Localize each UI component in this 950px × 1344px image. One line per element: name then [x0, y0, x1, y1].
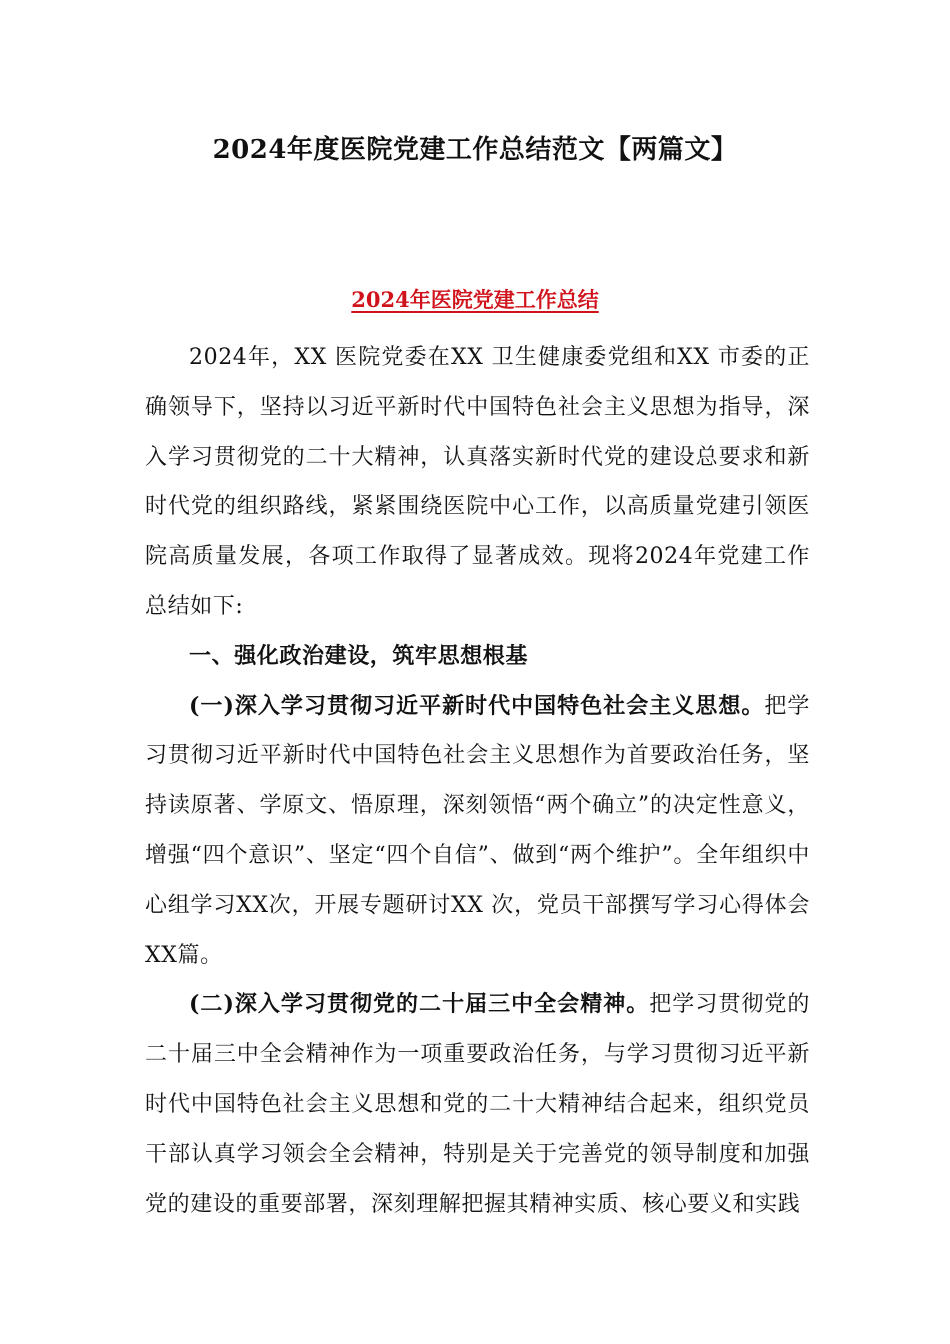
item-paragraph-2	[145, 980, 810, 1229]
document-body	[145, 333, 810, 1229]
item-lead-2: (二)深入学习贯彻党的二十届三中全会精神。	[189, 991, 650, 1018]
item-lead-1: (一)深入学习贯彻习近平新时代中国特色社会主义思想。	[189, 692, 765, 719]
item-body-1: 把学习贯彻习近平新时代中国特色社会主义思想作为首要政治任务，坚持读原著、学原文、悟原理，深刻领悟“两个确立”的决定性意义，增强“四个意识”、坚定“四个自信”、做到“两个维护”。全年组织中心组学习XX次，开展专题研讨XX 次，党员干部撰写学习心得体会XX篇。	[145, 693, 810, 968]
item-body-2: 把学习贯彻党的二十届三中全会精神作为一项重要政治任务，与学习贯彻习近平新时代中国特色社会主义思想和党的二十大精神结合起来，组织党员干部认真学习领会全会精神，特别是关于完善党的领导制度和加强党的建设的重要部署，深刻理解把握其精神实质、核心要义和实践	[145, 992, 811, 1217]
article-subtitle: 2024年医院党建工作总结	[351, 287, 599, 312]
intro-paragraph: 2024年，XX 医院党委在XX 卫生健康委党组和XX 市委的正确领导下，坚持以习近平新时代中国特色社会主义思想为指导，深入学习贯彻党的二十大精神，认真落实新时代党的建设总要求和新时代党的组织路线，紧紧围绕医院中心工作，以高质量党建引领医院高质量发展，各项工作取得了显著成效。现将2024年党建工作总结如下:	[145, 345, 810, 619]
section-heading-1: 一、强化政治建设，筑牢思想根基	[189, 642, 529, 669]
document-title: 2024年度医院党建工作总结范文【两篇文】	[212, 135, 738, 165]
item-paragraph-1	[145, 682, 810, 981]
